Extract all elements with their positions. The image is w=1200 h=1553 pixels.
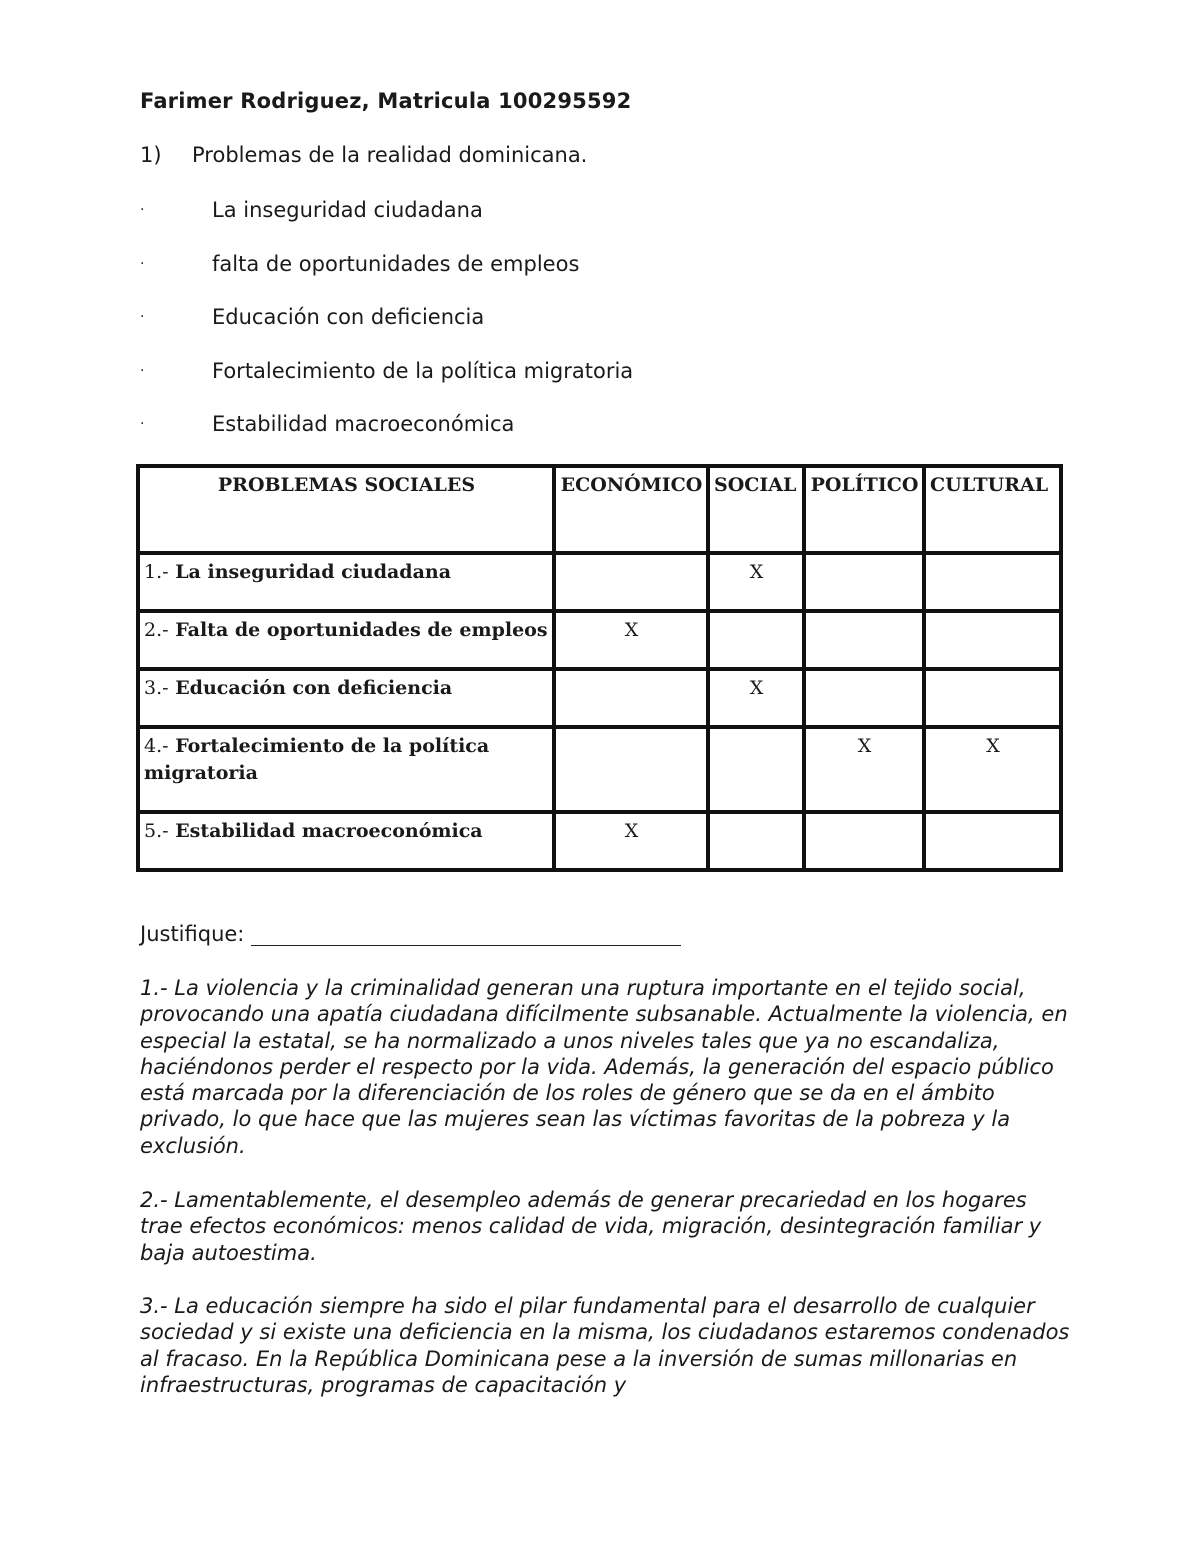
- table-row: [138, 812, 1061, 870]
- bullet-icon: ·: [140, 309, 145, 326]
- justify-prompt: [140, 922, 681, 946]
- cell-cultural: X: [924, 727, 1061, 812]
- question-number: 1): [140, 143, 162, 167]
- problem-list: [140, 197, 633, 465]
- cell-political: [804, 611, 924, 669]
- cell-social: [708, 812, 804, 870]
- cell-economic: [554, 553, 708, 611]
- list-item: [140, 251, 633, 305]
- justify-answer-line: [251, 923, 681, 946]
- row-label: 3.- Educación con deficiencia: [138, 669, 554, 727]
- cell-political: [804, 669, 924, 727]
- cell-social: [708, 611, 804, 669]
- table-row: [138, 553, 1061, 611]
- cell-economic: X: [554, 611, 708, 669]
- justify-label: Justifique:: [140, 922, 245, 946]
- page-title: Farimer Rodriguez, Matricula 100295592: [140, 89, 632, 113]
- row-label: 1.- La inseguridad ciudadana: [138, 553, 554, 611]
- cell-cultural: [924, 553, 1061, 611]
- bullet-icon: ·: [140, 255, 145, 272]
- cell-cultural: [924, 812, 1061, 870]
- bullet-icon: ·: [140, 202, 145, 218]
- bullet-icon: ·: [140, 416, 145, 433]
- list-item: [140, 411, 633, 465]
- list-item: [140, 197, 633, 251]
- header-cell-economic: ECONÓMICO: [554, 466, 708, 553]
- list-item-text: La inseguridad ciudadana: [212, 198, 483, 222]
- cell-economic: [554, 669, 708, 727]
- header-cell-cultural: CULTURAL: [924, 466, 1061, 553]
- row-label: 5.- Estabilidad macroeconómica: [138, 812, 554, 870]
- cell-social: [708, 727, 804, 812]
- list-item-text: Fortalecimiento de la política migratoria: [212, 358, 634, 383]
- row-label: 4.- Fortalecimiento de la política migratoria: [138, 727, 554, 812]
- cell-political: [804, 553, 924, 611]
- header-cell-social: SOCIAL: [708, 466, 804, 553]
- cell-social: X: [708, 669, 804, 727]
- question-heading: [140, 143, 587, 167]
- cell-economic: [554, 727, 708, 812]
- problems-table: [136, 464, 1063, 872]
- header-cell-problems: PROBLEMAS SOCIALES: [138, 466, 554, 553]
- table-header-row: [138, 466, 1061, 553]
- cell-social: X: [708, 553, 804, 611]
- cell-political: X: [804, 727, 924, 812]
- cell-economic: X: [554, 812, 708, 870]
- list-item-text: falta de oportunidades de empleos: [212, 251, 580, 276]
- list-item-text: Educación con deficiencia: [212, 305, 485, 330]
- list-item: [140, 358, 633, 412]
- justification-paragraph-1: 1.- La violencia y la criminalidad generan una ruptura importante en el tejido social, provocando una apatía ciudadana difícilmente subsanable. Actualmente la violencia, en especial la estatal, se ha normalizado a unos niveles tales que ya no escandaliza, haciéndonos perder el respecto por la vida. Además, la generación del espacio público está marcada por la diferenciación de los roles de género que se da en el ámbito privado, lo que hace que las mujeres sean las víctimas favoritas de la pobreza y la exclusión.: [140, 976, 1068, 1158]
- header-cell-political: POLÍTICO: [804, 466, 924, 553]
- list-item: [140, 304, 633, 358]
- row-label: 2.- Falta de oportunidades de empleos: [138, 611, 554, 669]
- bullet-icon: ·: [140, 362, 145, 379]
- cell-cultural: [924, 669, 1061, 727]
- cell-political: [804, 812, 924, 870]
- table-row: [138, 669, 1061, 727]
- table-row: [138, 727, 1061, 812]
- table-row: [138, 611, 1061, 669]
- justification-paragraph-2: 2.- Lamentablemente, el desempleo además de generar precariedad en los hogares trae efectos económicos: menos calidad de vida, migración, desintegración familiar y baja autoestima.: [140, 1188, 1042, 1265]
- cell-cultural: [924, 611, 1061, 669]
- justification-paragraph-3: 3.- La educación siempre ha sido el pilar fundamental para el desarrollo de cualquier sociedad y si existe una deficiencia en la misma, los ciudadanos estaremos condenados al fracaso. En la República Dominicana pese a la inversión de sumas millonarias en infraestructuras, programas de capacitación y: [140, 1294, 1070, 1397]
- question-text: Problemas de la realidad dominicana.: [192, 143, 588, 167]
- list-item-text: Estabilidad macroeconómica: [212, 412, 515, 437]
